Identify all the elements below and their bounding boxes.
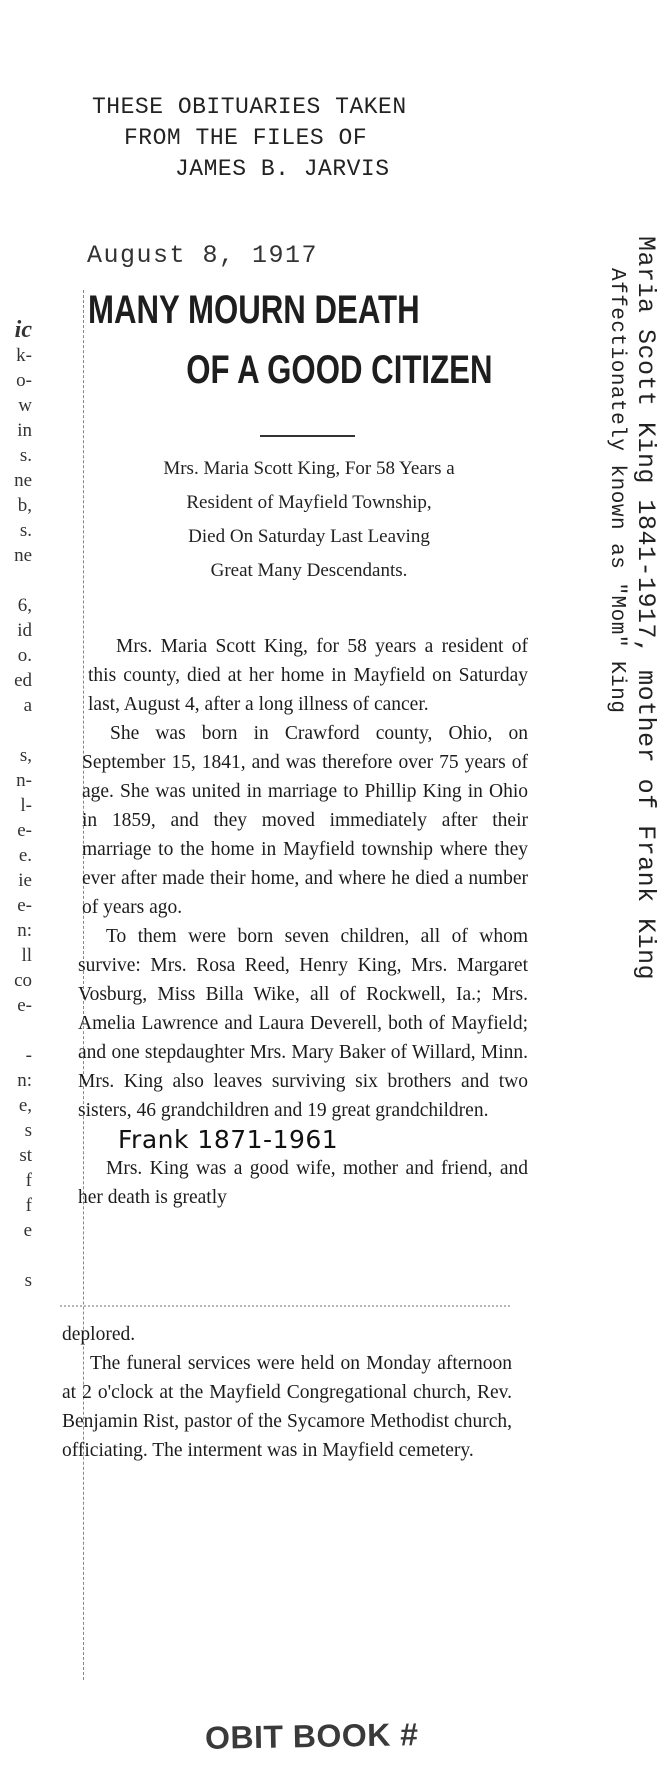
margin-fragment: f [25,1195,32,1216]
paragraph-4-part-1: Mrs. King was a good wife, mother and friend, and her death is greatly [78,1158,528,1208]
margin-fragment: e- [17,895,32,916]
margin-fragment: o. [17,645,32,666]
margin-fragment: st [19,1145,32,1166]
adjacent-column-fragments [0,318,32,1293]
margin-fragment [0,568,32,593]
margin-fragment: ne [14,470,32,491]
deck-line-3: Died On Saturday Last Leaving [188,526,430,547]
deck-line-4: Great Many Descendants. [210,560,408,581]
header-line-1: THESE OBITUARIES TAKEN [92,94,407,120]
handwritten-annotation-frank: Frank 1871-1961 [118,1125,339,1154]
paragraph-5: The funeral services were held on Monday afternoon at 2 o'clock at the Mayfield Congregational church, Rev. Benjamin Rist, pastor of the Sycamore Methodist church, officiating. The interment was in Mayfield cemetery. [62,1353,512,1461]
margin-fragment: e, [18,1095,32,1116]
side-note-line-2: Affectionately known as "Mom" King [605,268,628,714]
margin-fragment: a [23,695,32,716]
margin-fragment: e [23,1220,32,1241]
margin-fragment: s [24,1270,32,1291]
margin-fragment: e. [18,845,32,866]
margin-fragment: w [18,395,32,416]
vertical-typed-annotation [590,236,660,981]
deck-line-1: Mrs. Maria Scott King, For 58 Years a [163,458,455,479]
margin-fragment: ll [21,945,32,966]
margin-fragment [0,718,32,743]
margin-fragment: n: [17,1070,32,1091]
margin-fragment: k- [16,345,32,366]
paragraph-1: Mrs. Maria Scott King, for 58 years a resident of this county, died at her home in Mayfield on Saturday last, August 4, after a long illness of cancer. [88,636,528,715]
margin-fragment: co [14,970,32,991]
margin-fragment: s. [19,520,32,541]
obituary-body-continued [62,1320,512,1465]
headline-line-1: MANY MOURN DEATH [88,288,420,332]
clipping-tear-line [60,1305,510,1313]
margin-fragment: n: [17,920,32,941]
newspaper-clipping [60,270,530,1670]
margin-fragment: s, [19,745,32,766]
margin-fragment: ie [18,870,32,891]
margin-fragment: e- [17,820,32,841]
side-note-line-1: Maria Scott King 1841-1917, mother of Frank King [631,236,660,981]
margin-fragment: ne [14,545,32,566]
margin-fragment: n- [16,770,32,791]
headline-rule [260,435,355,437]
subheadline-deck [84,452,534,588]
margin-fragment: ic [14,317,32,343]
headline-line-2: OF A GOOD CITIZEN [186,348,493,392]
typed-date: August 8, 1917 [87,241,319,270]
paragraph-3: To them were born seven children, all of whom survive: Mrs. Rosa Reed, Henry King, Mrs. Margaret Vosburg, Miss Billa Wike, all of Rockwell, Ia.; Mrs. Amelia Lawrence and Laura Deverell, both of Mayfield; and one stepdaughter Mrs. Mary Baker of Willard, Minn. Mrs. King also leaves surviving six brothers and two sisters, 46 grandchildren and 19 great grandchildren. [78,926,528,1121]
margin-fragment: o- [16,370,32,391]
margin-fragment: l- [20,795,32,816]
deck-line-2: Resident of Mayfield Township, [186,492,432,513]
obituary-body [78,632,528,1212]
margin-fragment: - [25,1045,32,1066]
margin-fragment: f [25,1170,32,1191]
paragraph-4-part-2: deplored. [62,1324,136,1345]
margin-fragment: ed [14,670,32,691]
header-line-2: FROM THE FILES OF [124,125,368,151]
margin-fragment: e- [17,995,32,1016]
margin-fragment: in [17,420,32,441]
margin-fragment [0,1243,32,1268]
typed-header [80,92,480,185]
margin-fragment: id [17,620,32,641]
margin-fragment: 6, [17,595,32,616]
margin-fragment: s. [19,445,32,466]
paragraph-2: She was born in Crawford county, Ohio, on September 15, 1841, and was therefore over 75 years of age. She was united in marriage to Phillip King in Ohio in 1859, and they moved immediately after their marriage to the home in Mayfield township where they ever after made their home, and where he died a number of years ago. [82,723,528,918]
obit-book-stamp: OBIT BOOK # [204,1716,419,1756]
header-line-3: JAMES B. JARVIS [175,156,390,182]
margin-fragment [0,1018,32,1043]
margin-fragment: b, [17,495,32,516]
headline [88,280,493,400]
margin-fragment: s [24,1120,32,1141]
